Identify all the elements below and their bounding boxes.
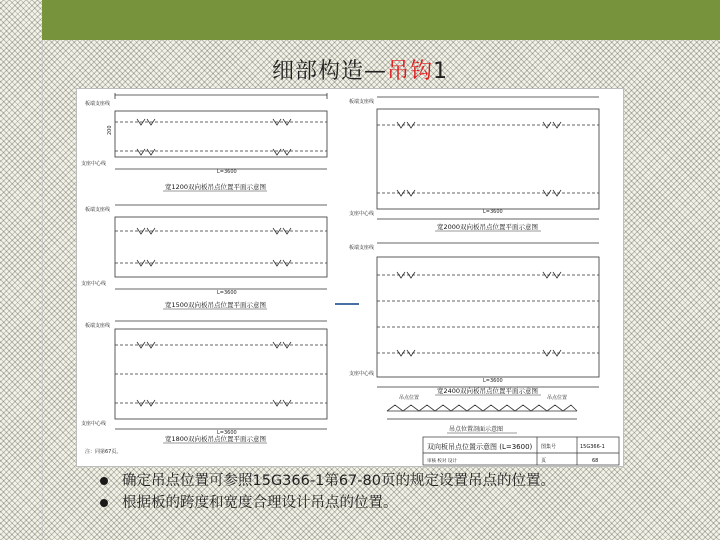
- caption-2000: 宽2000双向板吊点位置平面示意图: [437, 223, 539, 231]
- title-block-bottom-row: 审核 校对 设计: [427, 459, 457, 464]
- bullet-dot-icon: [100, 499, 108, 507]
- caption-elevation: 吊点位置剖面示意图: [449, 426, 504, 433]
- caption-1500: 宽1500双向板吊点位置平面示意图: [165, 301, 267, 309]
- elev-label-left: 吊点位置: [399, 395, 420, 401]
- elevation-view: [387, 405, 577, 419]
- bullet-text: 根据板的跨度和宽度合理设计吊点的位置。: [122, 495, 398, 511]
- caption-1200: 宽1200双向板吊点位置平面示意图: [165, 183, 267, 191]
- title-block-title: 双向板吊点位置示意图 (L=3600): [427, 443, 533, 451]
- plan-1200: [115, 93, 327, 169]
- title-suffix: 1: [433, 59, 449, 84]
- plan-1500: [115, 205, 327, 289]
- bullet-text: 确定吊点位置可参照15G366-1第67-80页的规定设置吊点的位置。: [122, 473, 555, 489]
- span-1200: L=3600: [217, 169, 237, 175]
- plan-2400: [377, 243, 599, 387]
- bullet-item: [100, 492, 710, 514]
- title-block-atlas-no: 15G366-1: [580, 444, 605, 450]
- side-label-1500-top: 板端支座线: [85, 207, 111, 213]
- side-label-2400-bottom: 支座中心线: [349, 371, 375, 377]
- slide-edge: [42, 40, 43, 540]
- side-label-2000-top: 板端支座线: [349, 99, 375, 105]
- title-block-page-label: 页: [541, 458, 547, 464]
- side-label-1200-bottom: 支座中心线: [81, 161, 107, 167]
- dim-1200-side: 200: [107, 125, 113, 135]
- drawing-note: 注：同第67页。: [85, 449, 122, 455]
- plan-1800: [115, 321, 327, 429]
- side-label-2400-top: 板端支座线: [349, 245, 375, 251]
- elev-label-right: 吊点位置: [547, 395, 568, 401]
- bullet-item: [100, 470, 710, 492]
- bullet-dot-icon: [100, 477, 108, 485]
- side-label-1800-bottom: 支座中心线: [81, 421, 107, 427]
- caption-1800: 宽1800双向板吊点位置平面示意图: [165, 435, 267, 443]
- span-2000: L=3600: [483, 209, 503, 215]
- caption-2400: 宽2400双向板吊点位置平面示意图: [437, 387, 539, 395]
- slide-title: [0, 54, 720, 85]
- bullet-list: [100, 470, 710, 514]
- title-highlight: 吊钩: [387, 59, 434, 84]
- span-1800: L=3600: [217, 430, 237, 436]
- top-accent-bar: [42, 0, 720, 40]
- side-label-1200-top: 板端支座线: [85, 101, 111, 107]
- title-block-page: 68: [592, 458, 599, 464]
- plan-2000: [377, 97, 599, 219]
- side-label-2000-bottom: 支座中心线: [349, 211, 375, 217]
- span-2400: L=3600: [483, 378, 503, 384]
- side-label-1800-top: 板端支座线: [85, 323, 111, 329]
- side-label-1500-bottom: 支座中心线: [81, 281, 107, 287]
- title-block-atlas-label: 图集号: [541, 444, 557, 450]
- drawing-image: [76, 88, 624, 467]
- title-main: 细部构造—: [271, 59, 387, 84]
- span-1500: L=3600: [217, 290, 237, 296]
